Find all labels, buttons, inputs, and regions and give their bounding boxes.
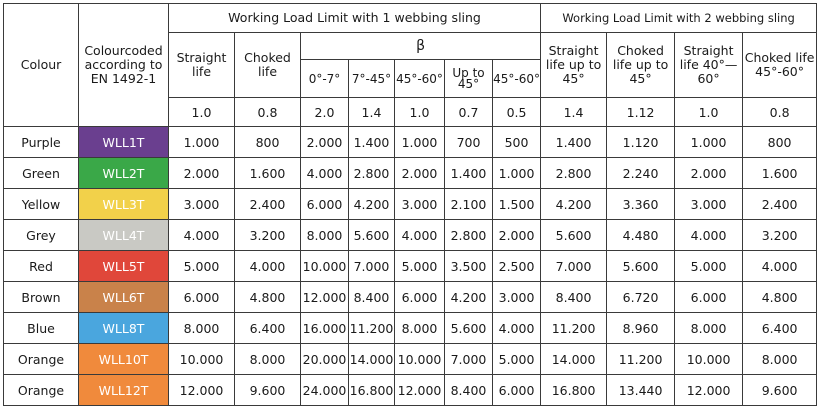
value-cell: 2.000	[493, 220, 541, 251]
value-cell: 3.200	[235, 220, 301, 251]
table-row	[4, 344, 817, 375]
value-cell: 3.360	[607, 189, 675, 220]
value-cell: 3.000	[169, 189, 235, 220]
value-cell: 6.000	[493, 375, 541, 406]
value-cell: 6.400	[743, 313, 817, 344]
value-cell: 7.000	[349, 251, 395, 282]
value-cell: 9.600	[235, 375, 301, 406]
value-cell: 16.800	[541, 375, 607, 406]
table-row	[4, 251, 817, 282]
factor-cell: 0.8	[743, 98, 817, 127]
value-cell: 2.500	[493, 251, 541, 282]
value-cell: 3.200	[743, 220, 817, 251]
value-cell: 5.000	[395, 251, 445, 282]
value-cell: 2.800	[541, 158, 607, 189]
factor-cell: 1.12	[607, 98, 675, 127]
value-cell: 4.000	[301, 158, 349, 189]
value-cell: 8.400	[445, 375, 493, 406]
value-cell: 1.000	[675, 127, 743, 158]
two-sling-header: Choked life up to 45°	[607, 33, 675, 98]
colour-name-cell: Grey	[4, 220, 79, 251]
value-cell: 1.600	[743, 158, 817, 189]
wll-table	[3, 3, 817, 406]
factor-cell: 0.8	[235, 98, 301, 127]
value-cell: 8.400	[541, 282, 607, 313]
value-cell: 8.000	[675, 313, 743, 344]
value-cell: 8.960	[607, 313, 675, 344]
value-cell: 2.000	[675, 158, 743, 189]
value-cell: 4.000	[493, 313, 541, 344]
value-cell: 6.720	[607, 282, 675, 313]
value-cell: 12.000	[395, 375, 445, 406]
value-cell: 16.000	[301, 313, 349, 344]
factor-cell: 1.0	[675, 98, 743, 127]
value-cell: 4.200	[541, 189, 607, 220]
value-cell: 8.400	[349, 282, 395, 313]
value-cell: 800	[743, 127, 817, 158]
colour-code-cell: WLL1T	[79, 127, 169, 158]
value-cell: 1.120	[607, 127, 675, 158]
value-cell: 4.480	[607, 220, 675, 251]
table-row	[4, 220, 817, 251]
value-cell: 3.000	[395, 189, 445, 220]
value-cell: 4.200	[445, 282, 493, 313]
value-cell: 14.000	[541, 344, 607, 375]
factor-cell: 1.0	[169, 98, 235, 127]
factor-cell: 2.0	[301, 98, 349, 127]
colour-name-cell: Brown	[4, 282, 79, 313]
value-cell: 10.000	[675, 344, 743, 375]
value-cell: 7.000	[445, 344, 493, 375]
colour-code-cell: WLL8T	[79, 313, 169, 344]
colour-code-cell: WLL5T	[79, 251, 169, 282]
beta-angle-header: 45°-60°	[395, 60, 445, 98]
value-cell: 4.200	[349, 189, 395, 220]
value-cell: 5.000	[169, 251, 235, 282]
value-cell: 2.000	[395, 158, 445, 189]
beta-header: β	[301, 33, 541, 60]
table-row	[4, 375, 817, 406]
value-cell: 700	[445, 127, 493, 158]
value-cell: 3.000	[493, 282, 541, 313]
value-cell: 8.000	[169, 313, 235, 344]
value-cell: 6.400	[235, 313, 301, 344]
two-sling-header: Straight life up to 45°	[541, 33, 607, 98]
value-cell: 13.440	[607, 375, 675, 406]
colour-name-cell: Yellow	[4, 189, 79, 220]
colourcoded-header: Colourcoded according to EN 1492-1	[79, 4, 169, 127]
value-cell: 7.000	[541, 251, 607, 282]
value-cell: 1.400	[541, 127, 607, 158]
value-cell: 8.000	[301, 220, 349, 251]
colour-name-cell: Purple	[4, 127, 79, 158]
value-cell: 6.000	[675, 282, 743, 313]
table-row	[4, 189, 817, 220]
value-cell: 11.200	[349, 313, 395, 344]
value-cell: 4.000	[743, 251, 817, 282]
value-cell: 10.000	[395, 344, 445, 375]
value-cell: 5.600	[541, 220, 607, 251]
value-cell: 8.000	[235, 344, 301, 375]
value-cell: 2.400	[743, 189, 817, 220]
value-cell: 3.500	[445, 251, 493, 282]
value-cell: 12.000	[675, 375, 743, 406]
table-row	[4, 158, 817, 189]
colour-name-cell: Green	[4, 158, 79, 189]
value-cell: 1.500	[493, 189, 541, 220]
value-cell: 4.800	[743, 282, 817, 313]
two-sling-header: Straight life 40°—60°	[675, 33, 743, 98]
value-cell: 16.800	[349, 375, 395, 406]
value-cell: 1.000	[169, 127, 235, 158]
factor-cell: 1.0	[395, 98, 445, 127]
beta-angle-header: 45°-60°	[493, 60, 541, 98]
colour-code-cell: WLL2T	[79, 158, 169, 189]
colour-code-cell: WLL6T	[79, 282, 169, 313]
value-cell: 2.000	[301, 127, 349, 158]
beta-angle-header: 7°-45°	[349, 60, 395, 98]
value-cell: 2.800	[445, 220, 493, 251]
beta-angle-header: Up to 45°	[445, 60, 493, 98]
value-cell: 12.000	[169, 375, 235, 406]
table-body	[4, 127, 817, 406]
value-cell: 8.000	[395, 313, 445, 344]
value-cell: 2.800	[349, 158, 395, 189]
value-cell: 5.000	[493, 344, 541, 375]
value-cell: 6.000	[301, 189, 349, 220]
value-cell: 3.000	[675, 189, 743, 220]
group1-header: Working Load Limit with 1 webbing sling	[169, 4, 541, 33]
value-cell: 4.000	[395, 220, 445, 251]
value-cell: 8.000	[743, 344, 817, 375]
value-cell: 500	[493, 127, 541, 158]
value-cell: 9.600	[743, 375, 817, 406]
colour-name-cell: Orange	[4, 344, 79, 375]
value-cell: 10.000	[169, 344, 235, 375]
colour-code-cell: WLL12T	[79, 375, 169, 406]
value-cell: 5.000	[675, 251, 743, 282]
straight-life-header: Straight life	[169, 33, 235, 98]
colour-code-cell: WLL4T	[79, 220, 169, 251]
value-cell: 14.000	[349, 344, 395, 375]
colour-name-cell: Blue	[4, 313, 79, 344]
value-cell: 1.000	[395, 127, 445, 158]
value-cell: 10.000	[301, 251, 349, 282]
value-cell: 12.000	[301, 282, 349, 313]
colour-header: Colour	[4, 4, 79, 127]
value-cell: 1.000	[493, 158, 541, 189]
group2-header: Working Load Limit with 2 webbing sling	[541, 4, 817, 33]
value-cell: 1.400	[349, 127, 395, 158]
factor-cell: 1.4	[541, 98, 607, 127]
value-cell: 2.000	[169, 158, 235, 189]
table-row	[4, 282, 817, 313]
value-cell: 24.000	[301, 375, 349, 406]
value-cell: 1.600	[235, 158, 301, 189]
value-cell: 800	[235, 127, 301, 158]
value-cell: 4.000	[675, 220, 743, 251]
value-cell: 2.240	[607, 158, 675, 189]
value-cell: 2.400	[235, 189, 301, 220]
table-row	[4, 127, 817, 158]
colour-name-cell: Red	[4, 251, 79, 282]
value-cell: 11.200	[541, 313, 607, 344]
value-cell: 5.600	[445, 313, 493, 344]
value-cell: 5.600	[607, 251, 675, 282]
colour-code-cell: WLL10T	[79, 344, 169, 375]
value-cell: 2.100	[445, 189, 493, 220]
table-row	[4, 313, 817, 344]
factor-cell: 0.5	[493, 98, 541, 127]
colour-name-cell: Orange	[4, 375, 79, 406]
value-cell: 11.200	[607, 344, 675, 375]
value-cell: 1.400	[445, 158, 493, 189]
colour-code-cell: WLL3T	[79, 189, 169, 220]
value-cell: 4.000	[235, 251, 301, 282]
value-cell: 4.800	[235, 282, 301, 313]
factor-cell: 1.4	[349, 98, 395, 127]
factor-cell: 0.7	[445, 98, 493, 127]
value-cell: 6.000	[169, 282, 235, 313]
value-cell: 4.000	[169, 220, 235, 251]
value-cell: 20.000	[301, 344, 349, 375]
beta-angle-header: 0°-7°	[301, 60, 349, 98]
choked-life-header: Choked life	[235, 33, 301, 98]
two-sling-header: Choked life 45°-60°	[743, 33, 817, 98]
value-cell: 6.000	[395, 282, 445, 313]
value-cell: 5.600	[349, 220, 395, 251]
